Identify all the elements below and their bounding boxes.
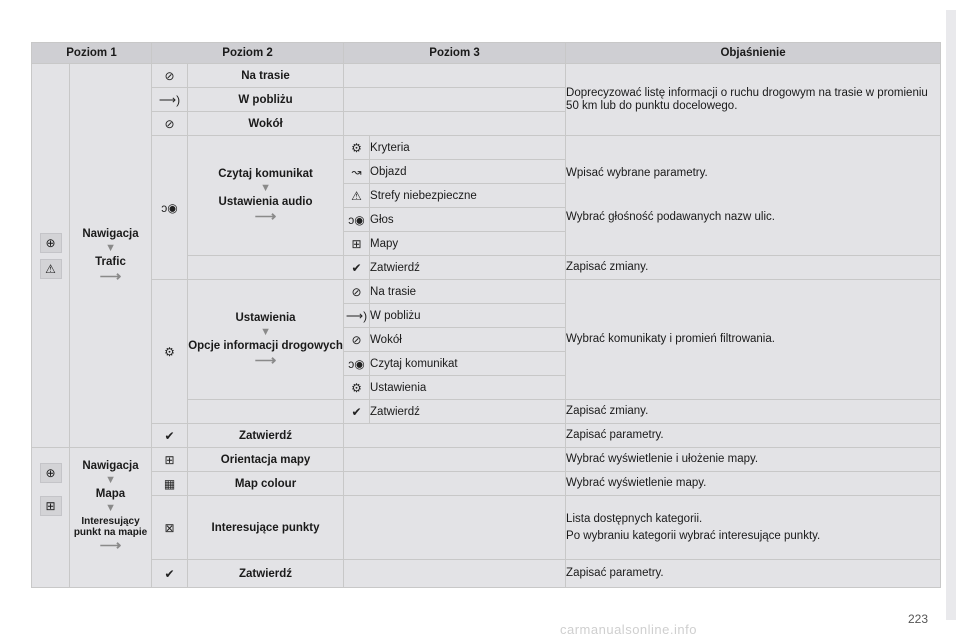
down-arrow-icon: ▼ (105, 474, 116, 486)
empty-cell (344, 448, 566, 472)
settings-icon: ⚙ (344, 376, 370, 400)
level3-item[interactable]: Strefy niebezpieczne (370, 184, 566, 208)
group-a-desc1: Wpisać wybrane parametry. (566, 167, 708, 179)
right-arrow-icon: ⟶ (254, 208, 277, 225)
empty-cell (344, 496, 566, 560)
traffic-warning-icon: ⚠ (40, 259, 62, 279)
empty-cell (344, 64, 566, 88)
header-explanation: Objaśnienie (566, 43, 941, 64)
group-a-description (566, 136, 941, 256)
level1-icons-cell (32, 64, 70, 448)
right-arrow-icon: ⟶ (99, 268, 122, 285)
level3-item[interactable]: Kryteria (370, 136, 566, 160)
level2-item[interactable]: Zatwierdź (188, 424, 344, 448)
empty-cell (344, 560, 566, 588)
level1-label-cell (70, 448, 152, 588)
level3-item[interactable]: Głos (370, 208, 566, 232)
watermark: carmanualsonline.info (560, 622, 697, 637)
group-b-title1[interactable]: Ustawienia (235, 312, 296, 324)
empty-cell (344, 424, 566, 448)
level2-item[interactable]: Wokół (188, 112, 344, 136)
checkmark-icon: ✔ (344, 256, 370, 280)
empty-cell (344, 112, 566, 136)
poi-desc1: Lista dostępnych kategorii. (566, 512, 703, 525)
level1-subtitle: Mapa (95, 488, 126, 500)
header-level2: Poziom 2 (152, 43, 344, 64)
confirm-desc: Zapisać parametry. (566, 560, 941, 588)
group-b-title-cell (188, 280, 344, 400)
level3-item[interactable]: Na trasie (370, 280, 566, 304)
empty-cell (344, 88, 566, 112)
level3-item[interactable]: Zatwierdź (370, 256, 566, 280)
level1-label-cell (70, 64, 152, 448)
header-row (32, 43, 941, 64)
route-sign-icon: ⊘ (344, 280, 370, 304)
level3-item[interactable]: Zatwierdź (370, 400, 566, 424)
header-level1: Poziom 1 (32, 43, 152, 64)
confirm-desc: Zapisać parametry. (566, 424, 941, 448)
page-number: 223 (908, 612, 929, 626)
map-colour-desc: Wybrać wyświetlenie mapy. (566, 472, 941, 496)
empty-cell (188, 400, 344, 424)
arrow-bracket-icon: ⟶) (344, 304, 370, 328)
settings-icon: ⚙ (152, 280, 188, 424)
around-sign-icon: ⊘ (344, 328, 370, 352)
level1-title: Nawigacja (82, 228, 139, 240)
level3-item[interactable]: Wokół (370, 328, 566, 352)
checkmark-icon: ✔ (152, 560, 188, 588)
group-a-title1[interactable]: Czytaj komunikat (218, 168, 313, 180)
level2-item[interactable]: W pobliżu (188, 88, 344, 112)
menu-table (31, 42, 941, 588)
level3-item[interactable]: W pobliżu (370, 304, 566, 328)
level3-item[interactable]: Czytaj komunikat (370, 352, 566, 376)
poi-description (566, 496, 941, 560)
down-arrow-icon: ▼ (105, 242, 116, 254)
footer (0, 622, 960, 640)
top-description: Doprecyzować listę informacji o ruchu drogowym na trasie w promieniu 50 km lub do punktu docelowego. (566, 64, 941, 136)
page-margin-bar (946, 10, 956, 620)
level1-title: Nawigacja (82, 460, 139, 472)
right-arrow-icon: ⟶ (254, 352, 277, 369)
map-icon: ⊞ (344, 232, 370, 256)
empty-cell (188, 256, 344, 280)
poi-icon: ⊠ (152, 496, 188, 560)
level3-item[interactable]: Mapy (370, 232, 566, 256)
map-colour-icon: ▦ (152, 472, 188, 496)
arrow-bracket-icon: ⟶) (152, 88, 188, 112)
right-arrow-icon: ⟶ (99, 537, 122, 554)
navigation-target-icon: ⊕ (40, 463, 62, 483)
navigation-target-icon: ⊕ (40, 233, 62, 253)
checkmark-icon: ✔ (152, 424, 188, 448)
group-b-title2[interactable]: Opcje informacji drogowych (188, 340, 343, 352)
map-orientation-icon: ⊞ (152, 448, 188, 472)
route-sign-icon: ⊘ (152, 64, 188, 88)
group-a-title2[interactable]: Ustawienia audio (218, 196, 313, 208)
group-a-desc2: Wybrać głośność podawanych nazw ulic. (566, 211, 775, 223)
down-arrow-icon: ▼ (260, 182, 271, 194)
around-sign-icon: ⊘ (152, 112, 188, 136)
danger-zone-icon: ⚠ (344, 184, 370, 208)
group-a-title-cell (188, 136, 344, 256)
level1-icons-cell (32, 448, 70, 588)
level2-item[interactable]: Na trasie (188, 64, 344, 88)
level3-item[interactable]: Ustawienia (370, 376, 566, 400)
down-arrow-icon: ▼ (105, 502, 116, 514)
group-b-ok-desc: Zapisać zmiany. (566, 400, 941, 424)
level1-subtitle2: Interesujący punkt na mapie (73, 516, 148, 538)
voice-icon: ↄ◉ (344, 208, 370, 232)
empty-cell (344, 472, 566, 496)
checkmark-icon: ✔ (344, 400, 370, 424)
poi-desc2: Po wybraniu kategorii wybrać interesujące punkty. (566, 529, 821, 542)
level3-item[interactable]: Objazd (370, 160, 566, 184)
criteria-icon: ⚙ (344, 136, 370, 160)
header-level3: Poziom 3 (344, 43, 566, 64)
map-grid-icon: ⊞ (40, 496, 62, 516)
map-orientation-desc: Wybrać wyświetlenie i ułożenie mapy. (566, 448, 941, 472)
group-a-ok-desc: Zapisać zmiany. (566, 256, 941, 280)
voice-icon: ↄ◉ (344, 352, 370, 376)
voice-icon: ↄ◉ (152, 136, 188, 280)
down-arrow-icon: ▼ (260, 326, 271, 338)
level2-item[interactable]: Zatwierdź (188, 560, 344, 588)
level2-item[interactable]: Map colour (188, 472, 344, 496)
level2-item[interactable]: Interesujące punkty (188, 496, 344, 560)
level1-subtitle: Trafic (95, 256, 126, 268)
level2-item[interactable]: Orientacja mapy (188, 448, 344, 472)
group-b-description: Wybrać komunikaty i promień filtrowania. (566, 280, 941, 400)
detour-icon: ↝ (344, 160, 370, 184)
